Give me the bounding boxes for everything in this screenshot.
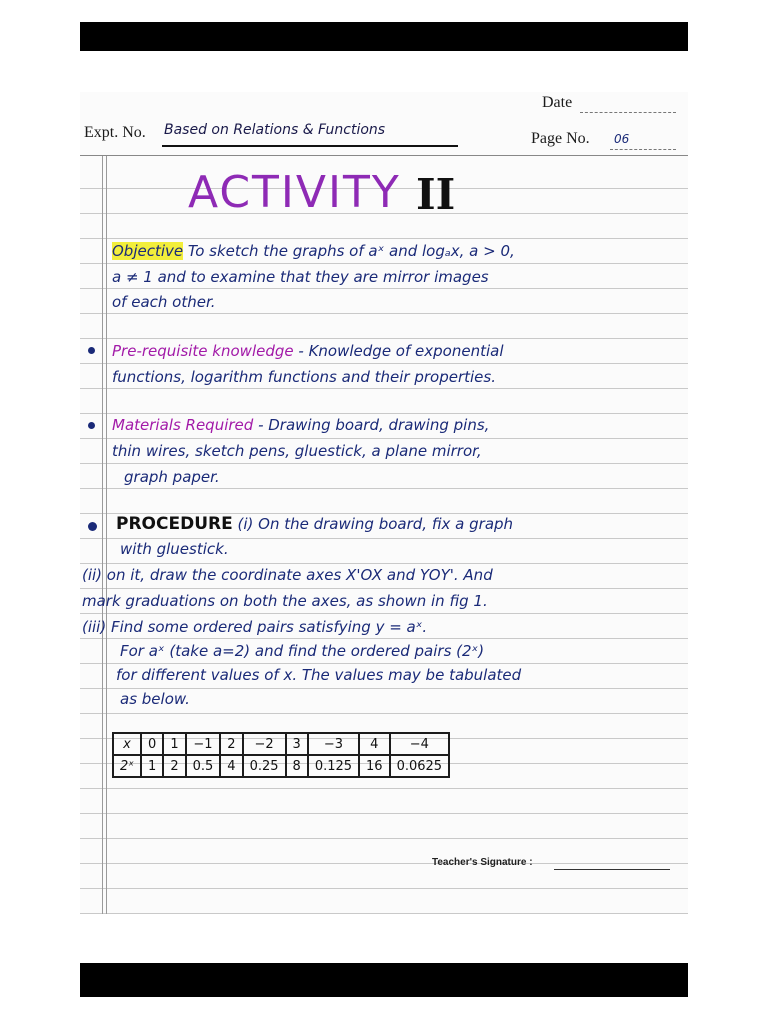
bullet-dot: [88, 522, 97, 531]
materials-line-2: thin wires, sketch pens, gluestick, a plane mirror,: [112, 442, 482, 460]
top-black-bar: [80, 22, 688, 51]
materials-line-3: graph paper.: [124, 468, 220, 486]
margin-line: [102, 156, 103, 914]
activity-title: ACTIVITY: [188, 167, 401, 218]
page-no-value: 06: [614, 132, 630, 146]
table-cell: −1: [186, 733, 221, 755]
table-cell: −4: [390, 733, 450, 755]
materials-label: Materials Required: [112, 416, 254, 434]
table-cell: −2: [243, 733, 286, 755]
table-cell: −3: [308, 733, 359, 755]
objective-line-1: [112, 242, 515, 260]
bullet-dot: [88, 422, 95, 429]
table-cell: 0.25: [243, 755, 286, 777]
table-cell: x: [113, 733, 141, 755]
table-cell: 1: [141, 755, 163, 777]
procedure-text: (i) On the drawing board, fix a graph: [237, 515, 514, 533]
page-no-label: Page No.: [531, 130, 590, 147]
table-cell: 1: [163, 733, 185, 755]
prerequisite-line-1: [112, 342, 504, 360]
materials-text: - Drawing board, drawing pins,: [258, 416, 490, 434]
date-line: [580, 112, 676, 113]
date-label: Date: [542, 94, 573, 111]
signature-line: [554, 869, 670, 870]
table-cell: 0.125: [308, 755, 359, 777]
table-cell: 0.5: [186, 755, 221, 777]
prerequisite-text: - Knowledge of exponential: [298, 342, 504, 360]
procedure-line-3: (ii) on it, draw the coordinate axes X'OX and YOY'. And: [82, 566, 493, 584]
prerequisite-label: Pre-requisite knowledge: [112, 342, 294, 360]
procedure-line-7: for different values of x. The values may be tabulated: [116, 666, 522, 684]
table-cell: 2: [220, 733, 242, 755]
margin-line: [106, 156, 107, 914]
teacher-signature-label: Teacher's Signature :: [432, 857, 533, 868]
expt-no-value: Based on Relations & Functions: [164, 122, 386, 138]
activity-numeral: II: [416, 170, 456, 219]
procedure-line-6: For aˣ (take a=2) and find the ordered pairs (2ˣ): [120, 642, 485, 660]
bullet-dot: [88, 347, 95, 354]
objective-line-2: a ≠ 1 and to examine that they are mirror images: [112, 268, 489, 286]
notebook-page: [80, 92, 688, 914]
table-row: [113, 733, 449, 755]
materials-line-1: [112, 416, 489, 434]
bottom-black-bar: [80, 963, 688, 997]
table-row: [113, 755, 449, 777]
expt-underline: [162, 145, 458, 147]
procedure-line-8: as below.: [120, 690, 190, 708]
table-cell: 4: [220, 755, 242, 777]
procedure-label: PROCEDURE: [116, 514, 233, 534]
objective-line-3: of each other.: [112, 293, 216, 311]
procedure-line-2: with gluestick.: [120, 540, 229, 558]
procedure-line-5: (iii) Find some ordered pairs satisfying y = aˣ.: [82, 618, 428, 636]
values-table: [112, 732, 450, 778]
procedure-line-1: [116, 514, 513, 534]
table-cell: 4: [359, 733, 390, 755]
prerequisite-line-2: functions, logarithm functions and their properties.: [112, 368, 496, 386]
table-cell: 2ˣ: [113, 755, 141, 777]
table-cell: 0.0625: [390, 755, 450, 777]
objective-label: Objective: [112, 242, 184, 260]
table-cell: 8: [286, 755, 308, 777]
objective-text: To sketch the graphs of aˣ and logₐx, a > 0,: [187, 242, 515, 260]
table-cell: 3: [286, 733, 308, 755]
table-cell: 0: [141, 733, 163, 755]
table-cell: 2: [163, 755, 185, 777]
table-cell: 16: [359, 755, 390, 777]
page-no-line: [610, 149, 676, 150]
procedure-line-4: mark graduations on both the axes, as shown in fig 1.: [82, 592, 488, 610]
expt-no-label: Expt. No.: [84, 124, 146, 141]
header-rule: [80, 155, 688, 156]
